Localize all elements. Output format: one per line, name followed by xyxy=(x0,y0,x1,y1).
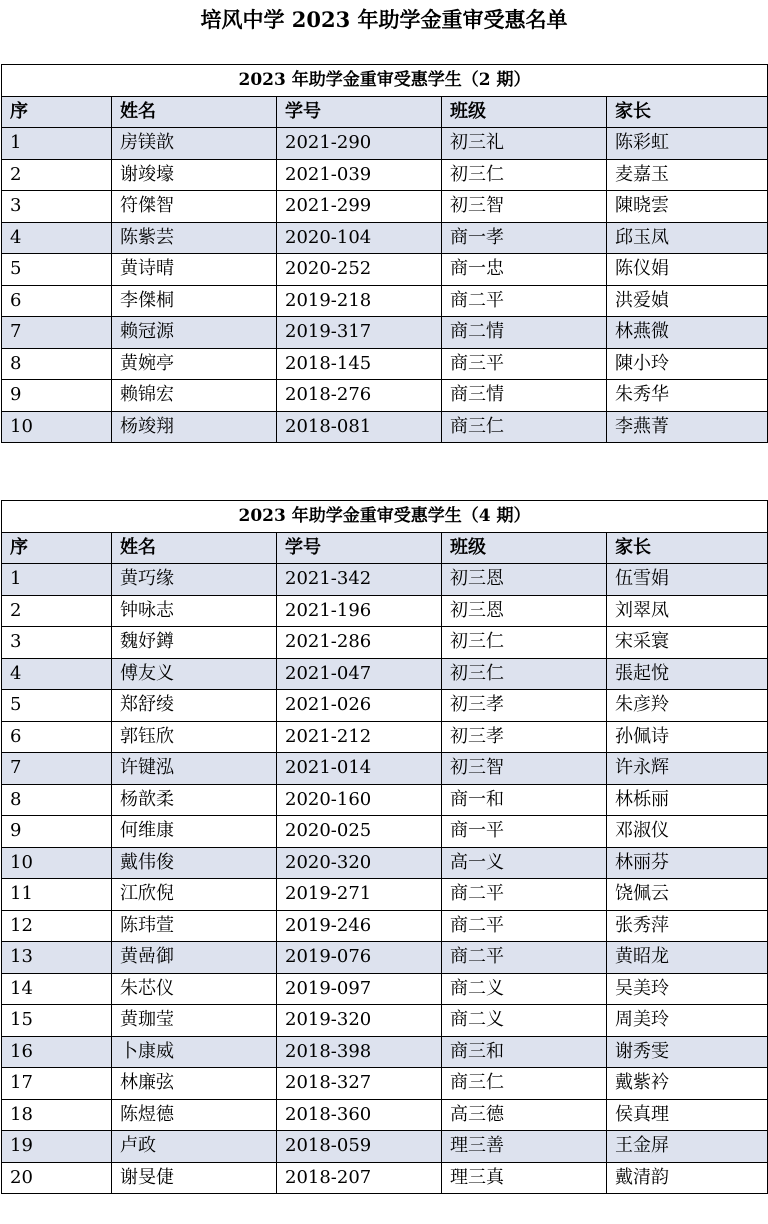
cell-student-id: 2020-025 xyxy=(277,816,442,848)
cell-parent: 许永辉 xyxy=(607,753,768,785)
cell-class: 商二平 xyxy=(442,879,607,911)
cell-index: 4 xyxy=(2,222,112,254)
table-row xyxy=(2,690,768,722)
cell-name: 郭钰欣 xyxy=(112,721,277,753)
cell-student-id: 2020-104 xyxy=(277,222,442,254)
header-index: 序 xyxy=(2,532,112,564)
table-row xyxy=(2,159,768,191)
table-row xyxy=(2,348,768,380)
cell-index: 13 xyxy=(2,942,112,974)
cell-parent: 陈彩虹 xyxy=(607,128,768,160)
cell-class: 商三仁 xyxy=(442,411,607,443)
table-row xyxy=(2,973,768,1005)
cell-parent: 林栎丽 xyxy=(607,784,768,816)
cell-class: 商二平 xyxy=(442,285,607,317)
cell-name: 陈玮萱 xyxy=(112,910,277,942)
cell-student-id: 2019-320 xyxy=(277,1005,442,1037)
cell-class: 商二平 xyxy=(442,942,607,974)
cell-index: 5 xyxy=(2,254,112,286)
cell-class: 初三仁 xyxy=(442,658,607,690)
cell-student-id: 2021-342 xyxy=(277,564,442,596)
table-row xyxy=(2,658,768,690)
cell-student-id: 2018-327 xyxy=(277,1068,442,1100)
cell-class: 初三礼 xyxy=(442,128,607,160)
cell-parent: 張起悅 xyxy=(607,658,768,690)
cell-name: 林廉弦 xyxy=(112,1068,277,1100)
cell-index: 10 xyxy=(2,847,112,879)
cell-parent: 陳小玲 xyxy=(607,348,768,380)
cell-name: 傅友义 xyxy=(112,658,277,690)
cell-student-id: 2019-317 xyxy=(277,317,442,349)
header-class: 班级 xyxy=(442,532,607,564)
cell-index: 2 xyxy=(2,595,112,627)
cell-parent: 麦嘉玉 xyxy=(607,159,768,191)
cell-student-id: 2018-145 xyxy=(277,348,442,380)
cell-parent: 朱彦羚 xyxy=(607,690,768,722)
cell-class: 初三恩 xyxy=(442,564,607,596)
cell-index: 18 xyxy=(2,1099,112,1131)
cell-index: 7 xyxy=(2,753,112,785)
cell-name: 赖冠源 xyxy=(112,317,277,349)
cell-index: 12 xyxy=(2,910,112,942)
cell-student-id: 2020-320 xyxy=(277,847,442,879)
table-caption: 2023 年助学金重审受惠学生（4 期） xyxy=(2,501,768,533)
table-row xyxy=(2,222,768,254)
cell-student-id: 2018-059 xyxy=(277,1131,442,1163)
page-title: 培风中学 2023 年助学金重审受惠名单 xyxy=(200,7,568,32)
cell-class: 理三善 xyxy=(442,1131,607,1163)
cell-class: 理三真 xyxy=(442,1162,607,1194)
cell-parent: 王金屏 xyxy=(607,1131,768,1163)
cell-parent: 洪爱媜 xyxy=(607,285,768,317)
cell-class: 商二义 xyxy=(442,1005,607,1037)
cell-class: 高三德 xyxy=(442,1099,607,1131)
cell-index: 3 xyxy=(2,627,112,659)
table-row xyxy=(2,1068,768,1100)
cell-name: 符傑智 xyxy=(112,191,277,223)
cell-name: 杨竣翔 xyxy=(112,411,277,443)
table-row xyxy=(2,879,768,911)
cell-index: 14 xyxy=(2,973,112,1005)
cell-index: 7 xyxy=(2,317,112,349)
table-row xyxy=(2,1036,768,1068)
cell-student-id: 2021-290 xyxy=(277,128,442,160)
cell-name: 黄诗晴 xyxy=(112,254,277,286)
header-index: 序 xyxy=(2,96,112,128)
cell-student-id: 2020-252 xyxy=(277,254,442,286)
cell-class: 商一和 xyxy=(442,784,607,816)
cell-index: 9 xyxy=(2,380,112,412)
cell-class: 商二义 xyxy=(442,973,607,1005)
cell-class: 初三智 xyxy=(442,191,607,223)
cell-index: 15 xyxy=(2,1005,112,1037)
cell-parent: 邱玉凤 xyxy=(607,222,768,254)
cell-name: 谢竣壕 xyxy=(112,159,277,191)
cell-index: 20 xyxy=(2,1162,112,1194)
cell-name: 何维康 xyxy=(112,816,277,848)
header-parent: 家长 xyxy=(607,96,768,128)
table-row xyxy=(2,380,768,412)
cell-student-id: 2018-081 xyxy=(277,411,442,443)
cell-name: 陈煜德 xyxy=(112,1099,277,1131)
cell-name: 卢政 xyxy=(112,1131,277,1163)
cell-class: 商三仁 xyxy=(442,1068,607,1100)
cell-index: 8 xyxy=(2,348,112,380)
cell-parent: 宋采寰 xyxy=(607,627,768,659)
cell-student-id: 2021-299 xyxy=(277,191,442,223)
table-row xyxy=(2,1131,768,1163)
cell-class: 商二情 xyxy=(442,317,607,349)
cell-parent: 李燕菁 xyxy=(607,411,768,443)
cell-student-id: 2018-276 xyxy=(277,380,442,412)
cell-index: 6 xyxy=(2,721,112,753)
cell-name: 谢旻倢 xyxy=(112,1162,277,1194)
cell-parent: 陈仪娟 xyxy=(607,254,768,286)
cell-class: 商三和 xyxy=(442,1036,607,1068)
cell-student-id: 2021-014 xyxy=(277,753,442,785)
cell-student-id: 2019-271 xyxy=(277,879,442,911)
cell-name: 钟咏志 xyxy=(112,595,277,627)
table-row xyxy=(2,721,768,753)
cell-name: 赖锦宏 xyxy=(112,380,277,412)
cell-parent: 周美玲 xyxy=(607,1005,768,1037)
cell-parent: 林丽芬 xyxy=(607,847,768,879)
cell-index: 3 xyxy=(2,191,112,223)
cell-student-id: 2021-212 xyxy=(277,721,442,753)
cell-class: 高一义 xyxy=(442,847,607,879)
cell-class: 初三仁 xyxy=(442,627,607,659)
cell-student-id: 2021-047 xyxy=(277,658,442,690)
table-row xyxy=(2,1162,768,1194)
cell-class: 商二平 xyxy=(442,910,607,942)
cell-parent: 戴紫衿 xyxy=(607,1068,768,1100)
cell-class: 初三仁 xyxy=(442,159,607,191)
cell-parent: 朱秀华 xyxy=(607,380,768,412)
table-row xyxy=(2,753,768,785)
cell-name: 卜康威 xyxy=(112,1036,277,1068)
table-row xyxy=(2,627,768,659)
cell-name: 魏妤鐏 xyxy=(112,627,277,659)
cell-index: 4 xyxy=(2,658,112,690)
cell-class: 商一平 xyxy=(442,816,607,848)
cell-name: 杨歆柔 xyxy=(112,784,277,816)
table-row xyxy=(2,847,768,879)
cell-index: 6 xyxy=(2,285,112,317)
cell-name: 郑舒绫 xyxy=(112,690,277,722)
cell-parent: 黄昭龙 xyxy=(607,942,768,974)
cell-parent: 林燕微 xyxy=(607,317,768,349)
cell-parent: 戴清韵 xyxy=(607,1162,768,1194)
recipient-table-phase-4 xyxy=(1,500,768,1194)
table-row xyxy=(2,254,768,286)
cell-class: 商一忠 xyxy=(442,254,607,286)
cell-index: 9 xyxy=(2,816,112,848)
table-row xyxy=(2,564,768,596)
cell-index: 16 xyxy=(2,1036,112,1068)
header-student-id: 学号 xyxy=(277,96,442,128)
cell-student-id: 2019-218 xyxy=(277,285,442,317)
cell-index: 1 xyxy=(2,128,112,160)
cell-parent: 饶佩云 xyxy=(607,879,768,911)
cell-parent: 谢秀雯 xyxy=(607,1036,768,1068)
cell-student-id: 2021-039 xyxy=(277,159,442,191)
cell-name: 黄喦御 xyxy=(112,942,277,974)
cell-parent: 侯真理 xyxy=(607,1099,768,1131)
cell-index: 8 xyxy=(2,784,112,816)
table-row xyxy=(2,317,768,349)
cell-parent: 孙佩诗 xyxy=(607,721,768,753)
cell-student-id: 2020-160 xyxy=(277,784,442,816)
header-name: 姓名 xyxy=(112,96,277,128)
cell-name: 黄珈莹 xyxy=(112,1005,277,1037)
cell-index: 2 xyxy=(2,159,112,191)
cell-parent: 伍雪娟 xyxy=(607,564,768,596)
cell-student-id: 2019-246 xyxy=(277,910,442,942)
cell-student-id: 2018-398 xyxy=(277,1036,442,1068)
table-row xyxy=(2,191,768,223)
header-student-id: 学号 xyxy=(277,532,442,564)
cell-name: 江欣倪 xyxy=(112,879,277,911)
cell-student-id: 2019-097 xyxy=(277,973,442,1005)
table-row xyxy=(2,128,768,160)
cell-name: 朱芯仪 xyxy=(112,973,277,1005)
recipient-table-phase-2 xyxy=(1,64,768,443)
cell-student-id: 2021-026 xyxy=(277,690,442,722)
cell-name: 房镁歆 xyxy=(112,128,277,160)
cell-class: 初三孝 xyxy=(442,690,607,722)
table-row xyxy=(2,784,768,816)
cell-name: 陈紫芸 xyxy=(112,222,277,254)
header-class: 班级 xyxy=(442,96,607,128)
cell-name: 黄婉亭 xyxy=(112,348,277,380)
cell-index: 5 xyxy=(2,690,112,722)
table-row xyxy=(2,816,768,848)
cell-index: 1 xyxy=(2,564,112,596)
table-row xyxy=(2,1099,768,1131)
cell-student-id: 2018-360 xyxy=(277,1099,442,1131)
table-row xyxy=(2,285,768,317)
cell-class: 初三孝 xyxy=(442,721,607,753)
cell-index: 17 xyxy=(2,1068,112,1100)
cell-class: 商一孝 xyxy=(442,222,607,254)
cell-name: 李傑桐 xyxy=(112,285,277,317)
cell-class: 商三情 xyxy=(442,380,607,412)
header-name: 姓名 xyxy=(112,532,277,564)
cell-student-id: 2019-076 xyxy=(277,942,442,974)
cell-name: 黄巧缘 xyxy=(112,564,277,596)
cell-class: 商三平 xyxy=(442,348,607,380)
cell-class: 初三智 xyxy=(442,753,607,785)
cell-parent: 刘翠凤 xyxy=(607,595,768,627)
cell-name: 许键泓 xyxy=(112,753,277,785)
cell-student-id: 2018-207 xyxy=(277,1162,442,1194)
cell-student-id: 2021-286 xyxy=(277,627,442,659)
cell-index: 11 xyxy=(2,879,112,911)
table-caption: 2023 年助学金重审受惠学生（2 期） xyxy=(2,65,768,97)
cell-student-id: 2021-196 xyxy=(277,595,442,627)
table-row xyxy=(2,595,768,627)
cell-class: 初三恩 xyxy=(442,595,607,627)
cell-parent: 吴美玲 xyxy=(607,973,768,1005)
cell-parent: 邓淑仪 xyxy=(607,816,768,848)
cell-parent: 张秀萍 xyxy=(607,910,768,942)
table-row xyxy=(2,942,768,974)
cell-name: 戴伟俊 xyxy=(112,847,277,879)
cell-parent: 陳晓雲 xyxy=(607,191,768,223)
table-row xyxy=(2,910,768,942)
cell-index: 19 xyxy=(2,1131,112,1163)
header-parent: 家长 xyxy=(607,532,768,564)
table-row xyxy=(2,1005,768,1037)
cell-index: 10 xyxy=(2,411,112,443)
table-row xyxy=(2,411,768,443)
